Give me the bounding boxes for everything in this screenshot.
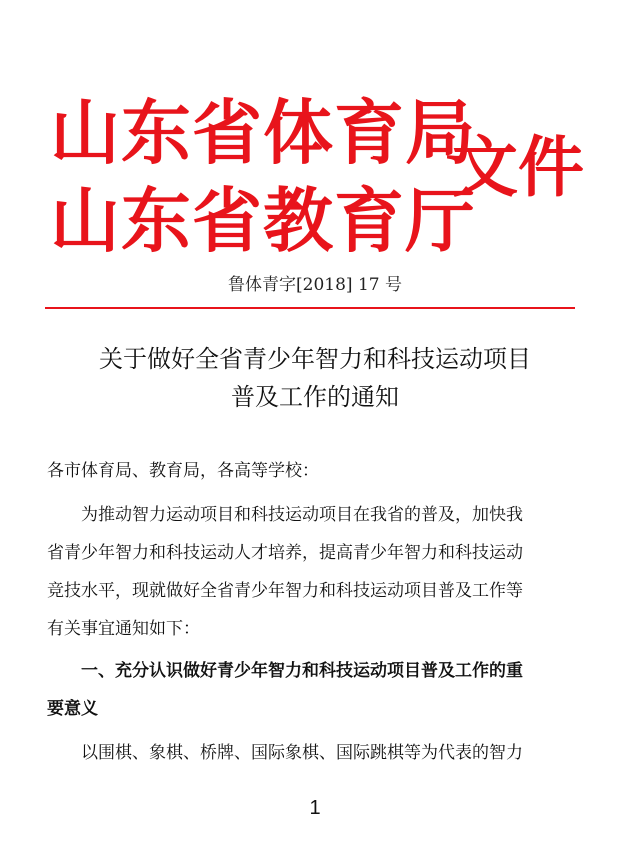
paragraph-1-line-1: 为推动智力运动项目和科技运动项目在我省的普及，加快我 [81,505,523,525]
document-number: 鲁体青字[2018] 17 号 [228,275,402,295]
salutation: 各市体育局、教育局，各高等学校： [47,461,319,481]
paragraph-2 [47,734,587,772]
title-line-1: 关于做好全省青少年智力和科技运动项目 [99,345,531,373]
section-heading-1 [47,652,587,728]
paragraph-2-line-1: 以围棋、象棋、桥牌、国际象棋、国际跳棋等为代表的智力 [81,743,523,763]
document-body [47,452,587,772]
issuer-name-sports-bureau: 山东省体育局 [50,92,476,174]
header-issuers [50,92,476,262]
paragraph-1-line-4: 有关事宜通知如下： [47,619,200,639]
section-heading-1-line-1: 一、充分认识做好青少年智力和科技运动项目普及工作的重 [81,661,523,681]
header-red-rule [45,307,575,309]
issuer-name-education-dept: 山东省教育厅 [50,180,476,262]
paragraph-1-line-2: 省青少年智力和科技运动人才培养，提高青少年智力和科技运动 [47,543,523,563]
page-number: 1 [309,797,321,819]
section-heading-1-line-2: 要意义 [47,699,98,719]
paragraph-1 [47,496,587,648]
document-type-label: 文件 [452,129,584,206]
title-line-2: 普及工作的通知 [231,383,399,411]
document-title [40,340,590,416]
paragraph-1-line-3: 竞技水平，现就做好全省青少年智力和科技运动项目普及工作等 [47,581,523,601]
